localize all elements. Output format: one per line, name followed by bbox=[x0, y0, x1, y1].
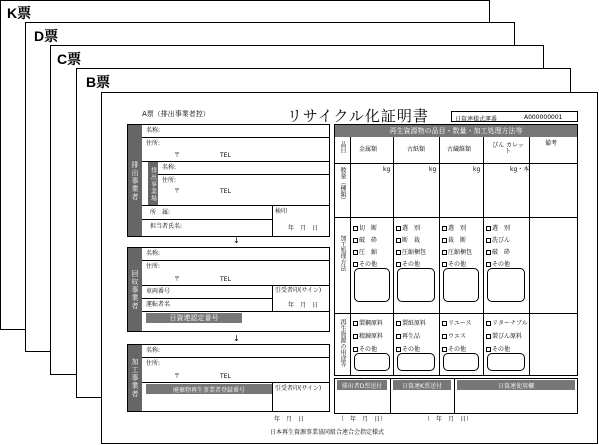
method-paper-1: 選 別 bbox=[396, 223, 420, 232]
checkbox[interactable] bbox=[396, 238, 401, 243]
checkbox[interactable] bbox=[442, 226, 447, 231]
method-paper-2: 断 裁 bbox=[396, 235, 420, 244]
row-product-label: 再生資源の用途等 bbox=[339, 319, 346, 367]
method-paper-other-box[interactable] bbox=[397, 268, 435, 302]
processor-date-paren: （ 年 月 日） bbox=[338, 416, 387, 423]
product-metal-3: その他 bbox=[353, 344, 377, 353]
checkbox[interactable] bbox=[396, 226, 401, 231]
collector-block bbox=[127, 247, 330, 332]
checkbox[interactable] bbox=[486, 334, 491, 339]
collector-address-field[interactable]: 住所: bbox=[146, 263, 161, 270]
checkbox[interactable] bbox=[486, 238, 491, 243]
collector-postal: 〒 bbox=[174, 276, 181, 283]
collector-section-label: 回収事業者 bbox=[128, 248, 142, 331]
method-bottle-other-box[interactable] bbox=[487, 268, 525, 302]
method-metal-2: 破 砕 bbox=[353, 235, 377, 244]
ticket-number-box bbox=[451, 111, 578, 122]
collector-date: 年 月 日 bbox=[288, 302, 319, 309]
flow-arrow-1: ↓ bbox=[233, 236, 240, 245]
vehicle-number-field[interactable]: 車両番号 bbox=[146, 288, 171, 295]
processor-block bbox=[127, 344, 330, 412]
product-paper-1: 製紙原料 bbox=[396, 318, 426, 327]
checkbox[interactable] bbox=[486, 321, 491, 326]
col-metal: 金属類 bbox=[359, 146, 378, 153]
method-bottle-4: その他 bbox=[486, 259, 510, 268]
checkbox[interactable] bbox=[353, 250, 358, 255]
product-paper-2: 再生品 bbox=[396, 331, 420, 340]
product-textile-other-box[interactable] bbox=[443, 353, 479, 371]
qty-unit-textile: kg bbox=[473, 166, 481, 173]
method-textile-1: 選 別 bbox=[442, 223, 466, 232]
method-textile-3: 圧縮梱包 bbox=[442, 247, 472, 256]
col-paper: 古紙類 bbox=[407, 146, 426, 153]
collector-tel[interactable]: TEL bbox=[220, 276, 231, 283]
method-metal-other-box[interactable] bbox=[354, 268, 390, 302]
row-method-label: 加工処理方法 bbox=[339, 235, 346, 271]
row-qty-label: 数量（種類） bbox=[339, 167, 346, 203]
site-name-field[interactable]: 名称: bbox=[162, 164, 177, 171]
ticket-number: A000000001 bbox=[524, 114, 563, 121]
method-textile-2: 裁 断 bbox=[442, 235, 466, 244]
emitter-seal[interactable]: 検印 bbox=[275, 208, 288, 215]
sheet-c-label: C票 bbox=[57, 51, 82, 67]
processor-recv-seal[interactable]: 引受者印(サイン) bbox=[275, 385, 322, 392]
checkbox[interactable] bbox=[353, 334, 358, 339]
method-metal-3: 圧 縮 bbox=[353, 247, 377, 256]
processor-name-field[interactable]: 名称: bbox=[146, 347, 161, 354]
method-bottle-3: 破 砕 bbox=[486, 247, 510, 256]
d-sent-label: 排出者D票送付 bbox=[337, 380, 387, 390]
col-bottle: びん カレット bbox=[492, 142, 524, 155]
checkbox[interactable] bbox=[442, 238, 447, 243]
checkbox[interactable] bbox=[486, 262, 491, 267]
emitter-section-label: 排出事業者 bbox=[128, 125, 142, 236]
checkbox[interactable] bbox=[353, 321, 358, 326]
emitter-address-field[interactable]: 住所: bbox=[146, 140, 161, 147]
emitter-date: 年 月 日 bbox=[288, 225, 319, 232]
checkbox[interactable] bbox=[353, 347, 358, 352]
emitter-postal: 〒 bbox=[174, 152, 181, 159]
sheet-d-label: D票 bbox=[34, 28, 59, 44]
site-postal: 〒 bbox=[174, 188, 181, 195]
processor-address-field[interactable]: 住所: bbox=[146, 360, 161, 367]
sheet-k-label: K票 bbox=[7, 5, 32, 21]
method-metal-1: 切 断 bbox=[353, 223, 377, 232]
emitter-person-field[interactable]: 担当者氏名: bbox=[150, 223, 183, 230]
product-metal-2: 精錬原料 bbox=[353, 331, 383, 340]
site-address-field[interactable]: 住所: bbox=[162, 177, 177, 184]
emitter-name-field[interactable]: 名称: bbox=[146, 127, 161, 134]
use-label: 日資連使用欄 bbox=[457, 380, 575, 390]
org-footer: 日本再生資源事業協同組合連合会指定様式 bbox=[270, 429, 385, 436]
checkbox[interactable] bbox=[396, 321, 401, 326]
sheet-b-label: B票 bbox=[86, 74, 111, 90]
qty-unit-bottle: kg・本 bbox=[510, 166, 530, 173]
emitter-site-label: 排出事業場 bbox=[148, 162, 158, 206]
product-textile-3: その他 bbox=[442, 344, 466, 353]
method-textile-4: その他 bbox=[442, 259, 466, 268]
checkbox[interactable] bbox=[396, 250, 401, 255]
qty-unit-paper: kg bbox=[429, 166, 437, 173]
product-bottle-3: その他 bbox=[486, 344, 510, 353]
product-textile-2: ウエス bbox=[442, 331, 466, 340]
product-bottle-2: 製びん原料 bbox=[486, 331, 522, 340]
processor-section-label: 加工事業者 bbox=[128, 345, 142, 411]
product-bottle-other-box[interactable] bbox=[487, 353, 525, 371]
emitter-block bbox=[127, 124, 330, 237]
checkbox[interactable] bbox=[442, 250, 447, 255]
method-bottle-2: 洗びん bbox=[486, 235, 510, 244]
checkbox[interactable] bbox=[442, 262, 447, 267]
product-bottle-1: リターナブル bbox=[486, 318, 528, 327]
checkbox[interactable] bbox=[442, 334, 447, 339]
product-metal-1: 製鋼原料 bbox=[353, 318, 383, 327]
method-textile-other-box[interactable] bbox=[443, 268, 479, 302]
sheet-a bbox=[101, 92, 598, 444]
row-item-label: 品目 bbox=[339, 141, 346, 153]
footer-boxes bbox=[334, 378, 578, 414]
materials-header: 再生資源物の品目・数量・加工処理方法等 bbox=[335, 125, 577, 137]
checkbox[interactable] bbox=[396, 347, 401, 352]
method-metal-4: その他 bbox=[353, 259, 377, 268]
checkbox[interactable] bbox=[442, 321, 447, 326]
checkbox[interactable] bbox=[486, 226, 491, 231]
checkbox[interactable] bbox=[353, 262, 358, 267]
col-textile: 古繊維類 bbox=[447, 146, 472, 153]
site-tel[interactable]: TEL bbox=[220, 188, 231, 195]
materials-table bbox=[334, 124, 578, 376]
processor-date: 年 月 日 bbox=[274, 416, 305, 423]
processor-postal: 〒 bbox=[174, 373, 181, 380]
qty-unit-metal: kg bbox=[383, 166, 391, 173]
a-ticket-label: A票（排出事業者控） bbox=[142, 110, 210, 118]
checkbox[interactable] bbox=[396, 334, 401, 339]
footer-date-paren: （ 年 月 日） bbox=[424, 416, 473, 423]
product-paper-3: その他 bbox=[396, 344, 420, 353]
collector-name-field[interactable]: 名称: bbox=[146, 250, 161, 257]
product-paper-other-box[interactable] bbox=[397, 353, 435, 371]
processor-tel[interactable]: TEL bbox=[220, 373, 231, 380]
checkbox[interactable] bbox=[486, 250, 491, 255]
method-paper-3: 圧縮梱包 bbox=[396, 247, 426, 256]
processor-license-label: 廃棄物再生事業者登録番号 bbox=[146, 384, 272, 394]
method-paper-4: その他 bbox=[396, 259, 420, 268]
form-title: リサイクル化証明書 bbox=[287, 107, 429, 125]
flow-arrow-2: ↓ bbox=[233, 334, 240, 343]
method-bottle-1: 選 別 bbox=[486, 223, 510, 232]
collector-cert-label: 日資連認定番号 bbox=[146, 313, 242, 323]
checkbox[interactable] bbox=[353, 226, 358, 231]
product-metal-other-box[interactable] bbox=[354, 353, 390, 371]
checkbox[interactable] bbox=[486, 347, 491, 352]
driver-name-field[interactable]: 運転者名 bbox=[146, 301, 171, 308]
emitter-tel[interactable]: TEL bbox=[220, 152, 231, 159]
checkbox[interactable] bbox=[353, 238, 358, 243]
ticket-type: 日資連様式運番 bbox=[455, 116, 498, 123]
checkbox[interactable] bbox=[442, 347, 447, 352]
collector-recv-seal[interactable]: 引受者印(サイン) bbox=[275, 287, 322, 294]
product-textile-1: リユース bbox=[442, 318, 472, 327]
k-sent-label: 日資連K票送付 bbox=[393, 380, 451, 390]
checkbox[interactable] bbox=[396, 262, 401, 267]
emitter-dept-field[interactable]: 所 属: bbox=[150, 209, 171, 216]
col-notes: 備考 bbox=[545, 140, 558, 147]
